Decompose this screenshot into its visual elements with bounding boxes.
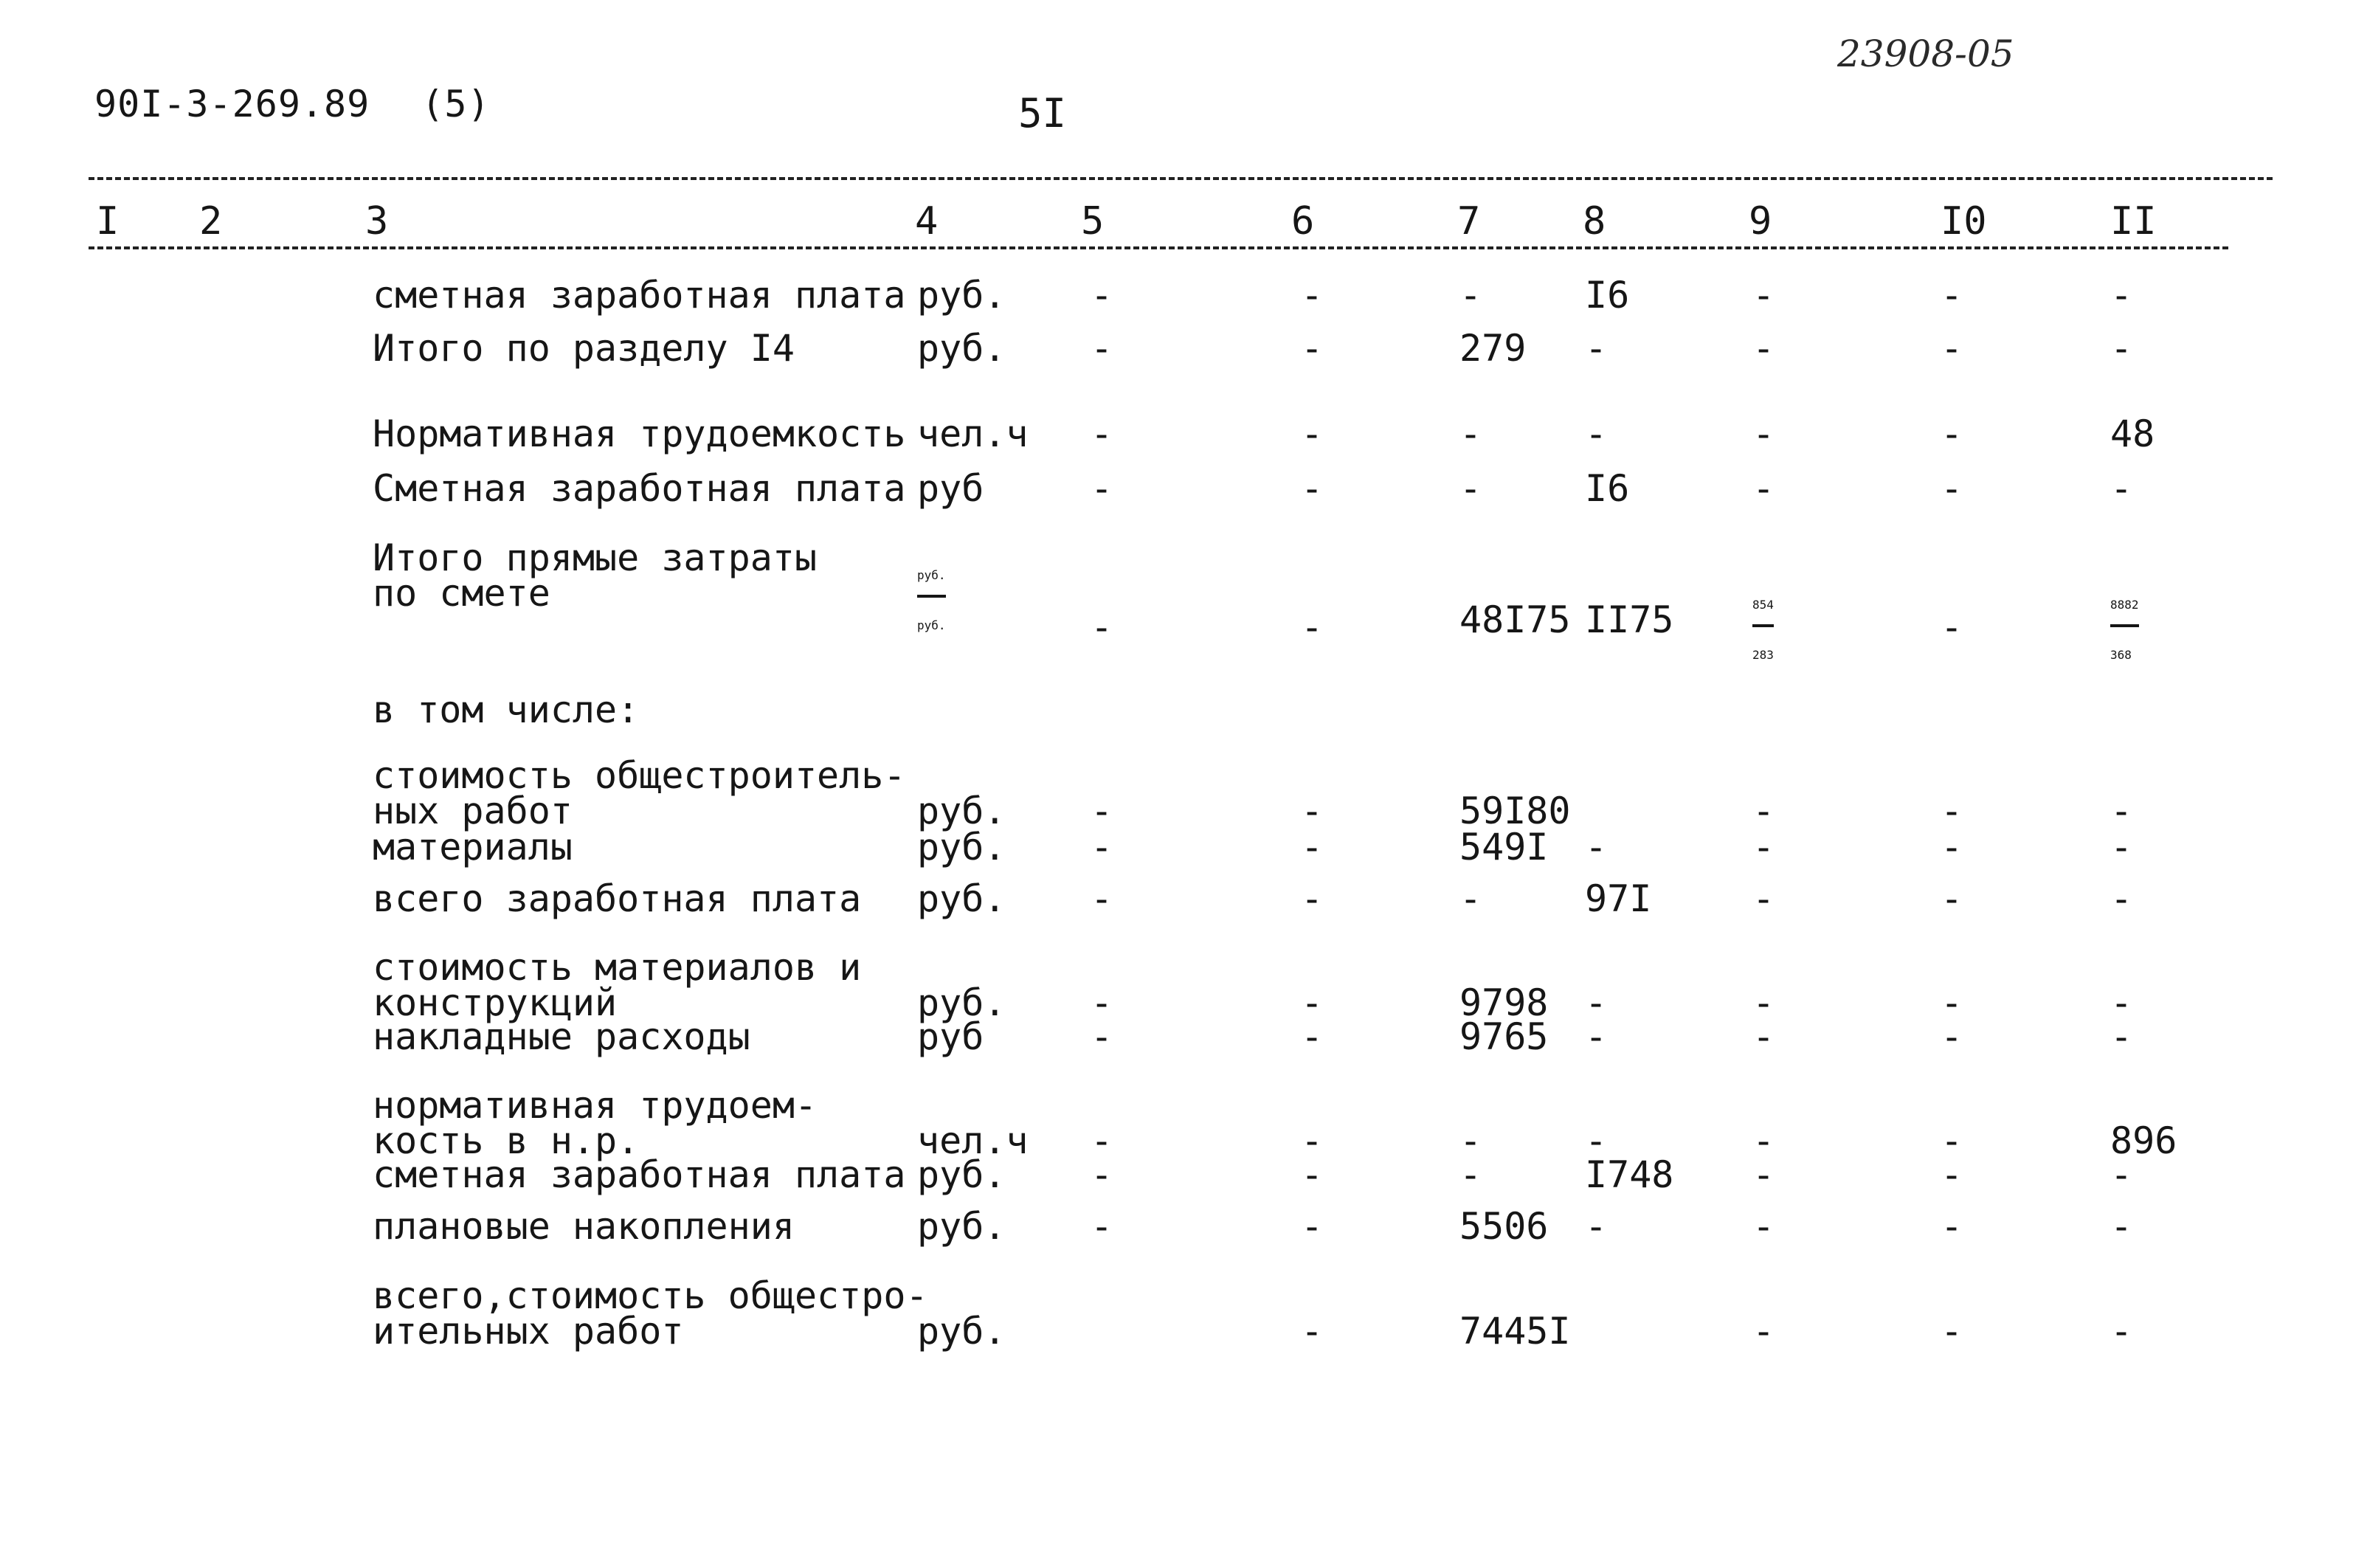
row-1-col10: -: [1941, 274, 1963, 317]
row-4-col5: -: [1091, 467, 1113, 510]
row-5-unit-numerator: руб.: [917, 558, 946, 598]
row-8-name: материалы: [373, 826, 573, 868]
row-8-col9: -: [1752, 826, 1775, 868]
row-11-col11: -: [2110, 1015, 2133, 1058]
row-5-col10: -: [1941, 606, 1963, 649]
row-13-name: сметная заработная плата: [373, 1153, 906, 1196]
row-5-col5: -: [1091, 606, 1113, 649]
row-11-col5: -: [1091, 1015, 1113, 1058]
column-header-10: I0: [1941, 199, 1987, 244]
row-14-col9: -: [1752, 1205, 1775, 1248]
row-9-col10: -: [1941, 877, 1963, 920]
row-5-col9-numerator: 854: [1752, 587, 1774, 627]
row-9-col6: -: [1301, 877, 1324, 920]
row-5-col7: 48I75: [1459, 598, 1571, 641]
row-10-col11: -: [2110, 981, 2133, 1024]
row-5-col11-numerator: 8882: [2110, 587, 2139, 627]
column-header-9: 9: [1749, 199, 1772, 244]
row-2-col8: -: [1585, 327, 1608, 370]
row-14-col7: 5506: [1459, 1205, 1549, 1248]
column-header-7: 7: [1457, 199, 1481, 244]
row-11-col6: -: [1301, 1015, 1324, 1058]
row-13-col5: -: [1091, 1153, 1113, 1196]
row-8-col11: -: [2110, 826, 2133, 868]
document-code: [94, 83, 491, 125]
row-4-col10: -: [1941, 467, 1963, 510]
column-header-3: 3: [365, 199, 389, 244]
row-10-col6: -: [1301, 981, 1324, 1024]
row-7-col6: -: [1301, 790, 1324, 832]
row-13-col9: -: [1752, 1153, 1775, 1196]
row-9-unit: руб.: [917, 877, 1006, 920]
row-9-col8: 97I: [1585, 877, 1652, 920]
row-4-col7: -: [1459, 467, 1482, 510]
row-10-col7: 9798: [1459, 981, 1549, 1024]
column-header-1: I: [96, 199, 120, 244]
row-4-unit: руб: [917, 467, 984, 510]
row-13-col8: I748: [1585, 1153, 1674, 1196]
row-4-col8: I6: [1585, 467, 1630, 510]
row-3-col10: -: [1941, 412, 1963, 455]
row-4-col9: -: [1752, 467, 1775, 510]
row-8-col5: -: [1091, 826, 1113, 868]
row-5-col8: II75: [1585, 598, 1674, 641]
row-4-name: Сметная заработная плата: [373, 467, 906, 510]
row-7-unit: руб.: [917, 790, 1006, 832]
row-14-col11: -: [2110, 1205, 2133, 1248]
row-9-col7: -: [1459, 877, 1482, 920]
row-2-unit: руб.: [917, 327, 1006, 370]
row-4-col11: -: [2110, 467, 2133, 510]
row-3-unit: чел.ч: [917, 412, 1029, 455]
row-15-col11: -: [2110, 1310, 2133, 1353]
row-7-col5: -: [1091, 790, 1113, 832]
row-7-col11: -: [2110, 790, 2133, 832]
row-14-col6: -: [1301, 1205, 1324, 1248]
row-5-col9-denominator: 283: [1752, 648, 1774, 662]
row-9-col11: -: [2110, 877, 2133, 920]
row-1-col11: -: [2110, 274, 2133, 317]
row-9-col5: -: [1091, 877, 1113, 920]
row-8-col10: -: [1941, 826, 1963, 868]
row-1-col7: -: [1459, 274, 1482, 317]
row-1-col6: -: [1301, 274, 1324, 317]
row-1-col9: -: [1752, 274, 1775, 317]
row-11-unit: руб: [917, 1015, 984, 1058]
row-12-col5: -: [1091, 1119, 1113, 1162]
row-10-name: стоимость материалов и конструкций: [373, 946, 862, 1024]
row-11-col7: 9765: [1459, 1015, 1549, 1058]
row-12-col10: -: [1941, 1119, 1963, 1162]
row-10-col10: -: [1941, 981, 1963, 1024]
row-1-col8: I6: [1585, 274, 1630, 317]
row-15-name: всего,стоимость общестро- ительных работ: [373, 1274, 928, 1353]
row-2-col11: -: [2110, 327, 2133, 370]
row-2-name: Итого по разделу I4: [373, 327, 795, 370]
column-header-4: 4: [915, 199, 939, 244]
table-header-rule: [89, 246, 2228, 249]
row-10-unit: руб.: [917, 981, 1006, 1024]
row-15-unit: руб.: [917, 1310, 1006, 1353]
column-header-11: II: [2110, 199, 2157, 244]
row-11-col8: -: [1585, 1015, 1608, 1058]
row-11-name: накладные расходы: [373, 1015, 750, 1058]
row-1-col5: -: [1091, 274, 1113, 317]
row-2-col6: -: [1301, 327, 1324, 370]
column-header-5: 5: [1081, 199, 1105, 244]
row-5-col11-denominator: 368: [2110, 648, 2132, 662]
column-header-8: 8: [1583, 199, 1606, 244]
row-9-col9: -: [1752, 877, 1775, 920]
table-top-rule: [89, 177, 2273, 180]
row-15-col9: -: [1752, 1310, 1775, 1353]
row-2-col9: -: [1752, 327, 1775, 370]
column-header-2: 2: [199, 199, 223, 244]
row-12-col11: 896: [2110, 1119, 2177, 1162]
sheet-label: (5): [421, 83, 491, 125]
row-5-unit-denominator: руб.: [917, 618, 946, 632]
row-3-name: Нормативная трудоемкость: [373, 412, 906, 455]
row-7-col7: 59I80: [1459, 790, 1571, 832]
row-7-name: стоимость общестроитель- ных работ: [373, 754, 906, 832]
row-9-name: всего заработная плата: [373, 877, 862, 920]
row-13-col7: -: [1459, 1153, 1482, 1196]
row-1-unit: руб.: [917, 274, 1006, 317]
row-7-col9: -: [1752, 790, 1775, 832]
row-13-unit: руб.: [917, 1153, 1006, 1196]
row-15-col6: -: [1301, 1310, 1324, 1353]
column-header-6: 6: [1291, 199, 1315, 244]
row-13-col11: -: [2110, 1153, 2133, 1196]
row-1-name: сметная заработная плата: [373, 274, 906, 317]
document-code-number: 90I-3-269.89: [94, 83, 370, 125]
row-3-col7: -: [1459, 412, 1482, 455]
row-3-col11: 48: [2110, 412, 2155, 455]
row-12-unit: чел.ч: [917, 1119, 1029, 1162]
row-11-col10: -: [1941, 1015, 1963, 1058]
row-14-unit: руб.: [917, 1205, 1006, 1248]
row-8-col7: 549I: [1459, 826, 1549, 868]
row-13-col10: -: [1941, 1153, 1963, 1196]
page-number: 5I: [1018, 90, 1067, 137]
row-14-col5: -: [1091, 1205, 1113, 1248]
row-12-name: нормативная трудоем- кость в н.р.: [373, 1084, 818, 1162]
row-12-col7: -: [1459, 1119, 1482, 1162]
row-2-col10: -: [1941, 327, 1963, 370]
row-12-col8: -: [1585, 1119, 1608, 1162]
row-14-col8: -: [1585, 1205, 1608, 1248]
row-14-col10: -: [1941, 1205, 1963, 1248]
row-8-col8: -: [1585, 826, 1608, 868]
row-7-col10: -: [1941, 790, 1963, 832]
row-4-col6: -: [1301, 467, 1324, 510]
row-10-col5: -: [1091, 981, 1113, 1024]
row-3-col8: -: [1585, 412, 1608, 455]
row-12-col6: -: [1301, 1119, 1324, 1162]
row-3-col5: -: [1091, 412, 1113, 455]
row-5-name: Итого прямые затраты по смете: [373, 536, 818, 615]
row-2-col5: -: [1091, 327, 1113, 370]
handwritten-code: 23908-05: [1837, 32, 2014, 75]
row-13-col6: -: [1301, 1153, 1324, 1196]
row-3-col6: -: [1301, 412, 1324, 455]
row-2-col7: 279: [1459, 327, 1527, 370]
row-10-col8: -: [1585, 981, 1608, 1024]
row-8-col6: -: [1301, 826, 1324, 868]
row-14-name: плановые накопления: [373, 1205, 795, 1248]
row-3-col9: -: [1752, 412, 1775, 455]
row-11-col9: -: [1752, 1015, 1775, 1058]
row-15-col7: 7445I: [1459, 1310, 1571, 1353]
row-8-unit: руб.: [917, 826, 1006, 868]
row-10-col9: -: [1752, 981, 1775, 1024]
row-15-col10: -: [1941, 1310, 1963, 1353]
row-5-col6: -: [1301, 606, 1324, 649]
row-12-col9: -: [1752, 1119, 1775, 1162]
row-6-name: в том числе:: [373, 688, 640, 731]
